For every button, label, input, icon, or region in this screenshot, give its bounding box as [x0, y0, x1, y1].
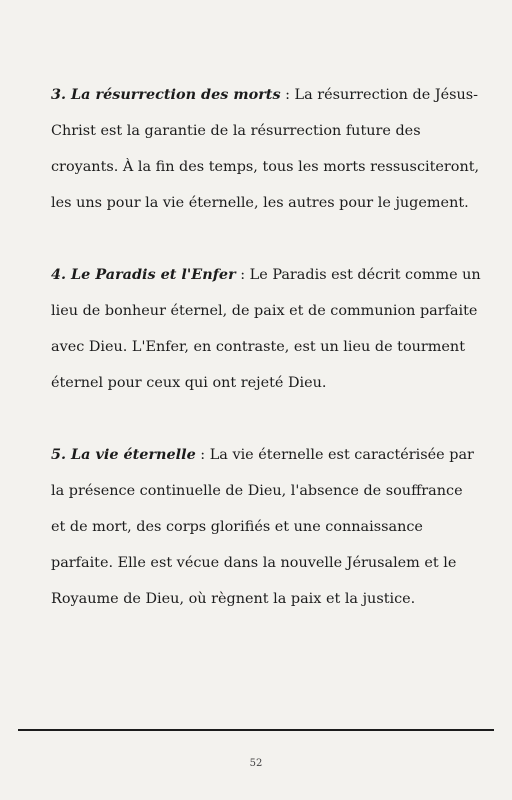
paragraph-resurrection [51, 77, 481, 221]
term-vie-eternelle: 5. La vie éternelle [51, 446, 196, 463]
paragraph-vie-eternelle [51, 437, 481, 617]
body-paradis-enfer: : Le Paradis est décrit comme un lieu de bonheur éternel, de paix et de communion parfaite avec Dieu. L'Enfer, en contraste, est un lieu de tourment éternel pour ceux qui ont rejeté Dieu. [51, 267, 481, 391]
page-content [51, 77, 481, 653]
term-resurrection: 3. La résurrection des morts [51, 86, 281, 103]
body-vie-eternelle: : La vie éternelle est caractérisée par la présence continuelle de Dieu, l'absence de souffrance et de mort, des corps glorifiés et une connaissance parfaite. Elle est vécue dans la nouvelle Jérusalem et le Royaume de Dieu, où règnent la paix et la justice. [51, 447, 474, 607]
footer-divider [18, 729, 494, 731]
body-resurrection: : La résurrection de Jésus-Christ est la garantie de la résurrection future des croyants. À la fin des temps, tous les morts ressusciteront, les uns pour la vie éternelle, les autres pour le jugement. [51, 87, 480, 211]
page-number: 52 [249, 758, 263, 769]
paragraph-paradis-enfer [51, 257, 481, 401]
term-paradis-enfer: 4. Le Paradis et l'Enfer [51, 266, 236, 283]
